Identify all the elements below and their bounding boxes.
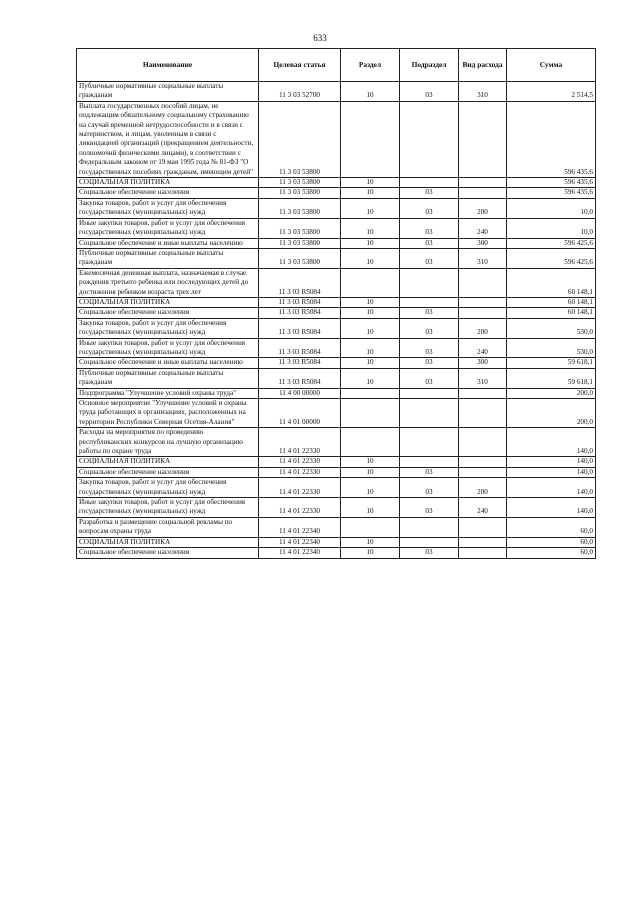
table-row — [77, 238, 596, 248]
cell-expense-type — [459, 308, 507, 318]
cell-section — [341, 101, 400, 177]
cell-target: 11 4 00 00000 — [259, 388, 341, 398]
table-row — [77, 101, 596, 177]
cell-sum: 2 514,5 — [507, 82, 596, 102]
cell-section — [341, 428, 400, 457]
cell-sum: 60 148,1 — [507, 308, 596, 318]
cell-sum: 530,0 — [507, 318, 596, 338]
cell-section — [341, 517, 400, 537]
cell-name: Социальное обеспечение населения — [77, 467, 259, 477]
cell-name: СОЦИАЛЬНАЯ ПОЛИТИКА — [77, 297, 259, 307]
header-expense-type: Вид расхода — [459, 49, 507, 82]
cell-subsection: 03 — [400, 338, 459, 358]
cell-expense-type — [459, 548, 507, 558]
table-row — [77, 548, 596, 558]
cell-target: 11 3 03 53800 — [259, 101, 341, 177]
cell-name: Основное мероприятие "Улучшение условий и охраны труда работающих в организациях, расположенных на территории Республики Северная Осетия-Алания" — [77, 399, 259, 428]
cell-target: 11 4 01 22330 — [259, 498, 341, 518]
cell-section: 10 — [341, 238, 400, 248]
cell-name: Выплата государственных пособий лицам, не подлежащим обязательному социальному страхованию на случай временной нетрудоспособности и в связи с материнством, и лицам, уволенным в связи с ликвидацией организаций (прекращением деятельности, полномочий физическими лицами), в соответствии с Федеральным законом от 19 мая 1995 года № 81-ФЗ "О государственных пособиях гражданам, имеющим детей" — [77, 101, 259, 177]
cell-expense-type: 200 — [459, 318, 507, 338]
cell-name: Социальное обеспечение населения — [77, 188, 259, 198]
cell-expense-type — [459, 517, 507, 537]
cell-name: Социальное обеспечение и иные выплаты населению — [77, 238, 259, 248]
table-row — [77, 297, 596, 307]
cell-subsection — [400, 517, 459, 537]
cell-sum: 59 618,1 — [507, 358, 596, 368]
cell-section: 10 — [341, 248, 400, 268]
cell-expense-type — [459, 268, 507, 297]
cell-sum: 140,0 — [507, 498, 596, 518]
cell-name: Расходы на мероприятия по проведению республиканских конкурсов на лучшую организацию работы по охране труда — [77, 428, 259, 457]
cell-name: Публичные нормативные социальные выплаты гражданам — [77, 248, 259, 268]
cell-target: 11 4 01 22340 — [259, 548, 341, 558]
cell-subsection: 03 — [400, 82, 459, 102]
cell-subsection — [400, 399, 459, 428]
header-sum: Сумма — [507, 49, 596, 82]
cell-subsection — [400, 537, 459, 547]
cell-subsection: 03 — [400, 248, 459, 268]
table-row — [77, 537, 596, 547]
cell-target: 11 3 03 53800 — [259, 248, 341, 268]
cell-section: 10 — [341, 457, 400, 467]
cell-section: 10 — [341, 318, 400, 338]
cell-expense-type: 300 — [459, 358, 507, 368]
cell-target: 11 4 01 22340 — [259, 517, 341, 537]
cell-expense-type — [459, 297, 507, 307]
cell-name: СОЦИАЛЬНАЯ ПОЛИТИКА — [77, 537, 259, 547]
cell-sum: 596 425,6 — [507, 238, 596, 248]
cell-subsection: 03 — [400, 498, 459, 518]
cell-sum: 140,0 — [507, 457, 596, 467]
cell-subsection — [400, 297, 459, 307]
cell-sum: 60 148,1 — [507, 268, 596, 297]
cell-target: 11 3 03 R5084 — [259, 318, 341, 338]
cell-sum: 60 148,1 — [507, 297, 596, 307]
cell-sum: 10,0 — [507, 218, 596, 238]
cell-subsection: 03 — [400, 238, 459, 248]
cell-sum: 596 425,6 — [507, 248, 596, 268]
cell-name: СОЦИАЛЬНАЯ ПОЛИТИКА — [77, 457, 259, 467]
cell-section — [341, 268, 400, 297]
cell-subsection — [400, 388, 459, 398]
cell-target: 11 4 01 22330 — [259, 467, 341, 477]
cell-target: 11 4 01 22330 — [259, 428, 341, 457]
cell-name: Иные закупки товаров, работ и услуг для обеспечения государственных (муниципальных) нужд — [77, 338, 259, 358]
cell-name: Иные закупки товаров, работ и услуг для обеспечения государственных (муниципальных) нужд — [77, 218, 259, 238]
table-row — [77, 388, 596, 398]
table-row — [77, 218, 596, 238]
cell-subsection: 03 — [400, 188, 459, 198]
page-number: 633 — [313, 33, 327, 43]
cell-name: Закупка товаров, работ и услуг для обеспечения государственных (муниципальных) нужд — [77, 478, 259, 498]
cell-subsection: 03 — [400, 358, 459, 368]
cell-subsection: 03 — [400, 318, 459, 338]
cell-subsection — [400, 101, 459, 177]
table-row — [77, 338, 596, 358]
cell-subsection — [400, 457, 459, 467]
cell-section: 10 — [341, 198, 400, 218]
cell-name: Разработка и размещение социальной рекламы по вопросам охраны труда — [77, 517, 259, 537]
cell-sum: 596 435,6 — [507, 188, 596, 198]
cell-sum: 530,0 — [507, 338, 596, 358]
cell-sum: 596 435,6 — [507, 178, 596, 188]
table-row — [77, 188, 596, 198]
cell-target: 11 3 03 53800 — [259, 188, 341, 198]
table-row — [77, 478, 596, 498]
cell-subsection — [400, 268, 459, 297]
header-name: Наименование — [77, 49, 259, 82]
cell-target: 11 4 01 00000 — [259, 399, 341, 428]
cell-expense-type — [459, 388, 507, 398]
cell-name: Публичные нормативные социальные выплаты гражданам — [77, 82, 259, 102]
header-subsection: Подраздел — [400, 49, 459, 82]
cell-subsection: 03 — [400, 218, 459, 238]
cell-target: 11 3 03 52700 — [259, 82, 341, 102]
cell-expense-type — [459, 101, 507, 177]
cell-name: Социальное обеспечение и иные выплаты населению — [77, 358, 259, 368]
cell-target: 11 3 03 R5084 — [259, 268, 341, 297]
cell-sum: 60,0 — [507, 517, 596, 537]
cell-section — [341, 399, 400, 428]
cell-sum: 200,0 — [507, 399, 596, 428]
cell-target: 11 3 03 53800 — [259, 178, 341, 188]
cell-name: Закупка товаров, работ и услуг для обеспечения государственных (муниципальных) нужд — [77, 318, 259, 338]
cell-expense-type — [459, 399, 507, 428]
cell-target: 11 3 03 53800 — [259, 238, 341, 248]
cell-name: Закупка товаров, работ и услуг для обеспечения государственных (муниципальных) нужд — [77, 198, 259, 218]
cell-target: 11 3 03 R5084 — [259, 338, 341, 358]
cell-expense-type — [459, 537, 507, 547]
cell-expense-type — [459, 467, 507, 477]
cell-expense-type: 240 — [459, 218, 507, 238]
cell-section — [341, 388, 400, 398]
table-row — [77, 268, 596, 297]
table-row — [77, 467, 596, 477]
cell-sum: 596 435,6 — [507, 101, 596, 177]
cell-sum: 140,0 — [507, 478, 596, 498]
cell-name: Иные закупки товаров, работ и услуг для обеспечения государственных (муниципальных) нужд — [77, 498, 259, 518]
cell-subsection: 03 — [400, 478, 459, 498]
cell-section: 10 — [341, 467, 400, 477]
cell-subsection: 03 — [400, 548, 459, 558]
cell-section: 10 — [341, 498, 400, 518]
cell-name: Социальное обеспечение населения — [77, 548, 259, 558]
cell-expense-type: 200 — [459, 198, 507, 218]
cell-name: СОЦИАЛЬНАЯ ПОЛИТИКА — [77, 178, 259, 188]
cell-expense-type — [459, 428, 507, 457]
cell-target: 11 3 03 53800 — [259, 218, 341, 238]
cell-section: 10 — [341, 297, 400, 307]
table-row — [77, 457, 596, 467]
table-row — [77, 178, 596, 188]
cell-target: 11 3 03 R5084 — [259, 297, 341, 307]
table-row — [77, 248, 596, 268]
cell-subsection — [400, 428, 459, 457]
cell-sum: 60,0 — [507, 548, 596, 558]
cell-name: Социальное обеспечение населения — [77, 308, 259, 318]
cell-section: 10 — [341, 218, 400, 238]
cell-section: 10 — [341, 537, 400, 547]
cell-target: 11 3 03 R5084 — [259, 368, 341, 388]
table-row — [77, 318, 596, 338]
cell-expense-type: 310 — [459, 82, 507, 102]
table-row — [77, 308, 596, 318]
header-target: Целевая статья — [259, 49, 341, 82]
cell-expense-type — [459, 178, 507, 188]
table-row — [77, 498, 596, 518]
cell-name: Ежемесячная денежная выплата, назначаемая в случае рождения третьего ребенка или последующих детей до достижения ребенком возраста трех лет — [77, 268, 259, 297]
cell-target: 11 3 03 R5084 — [259, 358, 341, 368]
cell-target: 11 4 01 22330 — [259, 478, 341, 498]
table-row — [77, 399, 596, 428]
cell-target: 11 4 01 22340 — [259, 537, 341, 547]
table-header-row — [77, 49, 596, 82]
cell-expense-type: 200 — [459, 478, 507, 498]
cell-section: 10 — [341, 548, 400, 558]
cell-subsection — [400, 178, 459, 188]
cell-subsection: 03 — [400, 308, 459, 318]
cell-section: 10 — [341, 188, 400, 198]
cell-expense-type — [459, 188, 507, 198]
cell-section: 10 — [341, 478, 400, 498]
cell-target: 11 3 03 R5084 — [259, 308, 341, 318]
cell-sum: 140,0 — [507, 467, 596, 477]
cell-sum: 60,0 — [507, 537, 596, 547]
cell-section: 10 — [341, 308, 400, 318]
budget-table — [76, 48, 596, 559]
cell-section: 10 — [341, 178, 400, 188]
cell-sum: 59 618,1 — [507, 368, 596, 388]
table-row — [77, 428, 596, 457]
cell-target: 11 3 03 53800 — [259, 198, 341, 218]
cell-sum: 140,0 — [507, 428, 596, 457]
table-row — [77, 198, 596, 218]
cell-name: Публичные нормативные социальные выплаты гражданам — [77, 368, 259, 388]
cell-section: 10 — [341, 358, 400, 368]
cell-section: 10 — [341, 338, 400, 358]
cell-subsection: 03 — [400, 368, 459, 388]
cell-target: 11 4 01 22330 — [259, 457, 341, 467]
cell-expense-type: 240 — [459, 338, 507, 358]
cell-expense-type: 300 — [459, 238, 507, 248]
cell-sum: 200,0 — [507, 388, 596, 398]
cell-subsection: 03 — [400, 198, 459, 218]
cell-expense-type: 310 — [459, 368, 507, 388]
cell-subsection: 03 — [400, 467, 459, 477]
cell-expense-type: 310 — [459, 248, 507, 268]
table-row — [77, 358, 596, 368]
table-row — [77, 368, 596, 388]
cell-expense-type: 240 — [459, 498, 507, 518]
cell-name: Подпрограмма "Улучшение условий охраны труда" — [77, 388, 259, 398]
cell-section: 10 — [341, 82, 400, 102]
table-row — [77, 82, 596, 102]
table-row — [77, 517, 596, 537]
cell-expense-type — [459, 457, 507, 467]
cell-section: 10 — [341, 368, 400, 388]
header-section: Раздел — [341, 49, 400, 82]
cell-sum: 10,0 — [507, 198, 596, 218]
